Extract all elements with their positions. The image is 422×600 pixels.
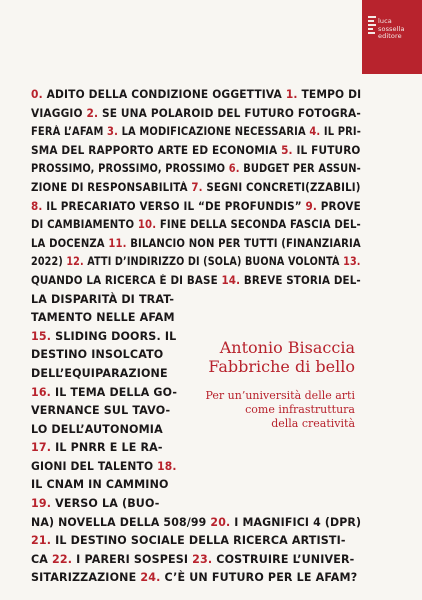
chapter-title: PROSSIMO, PROSSIMO, PROSSIMO: [31, 162, 229, 176]
chapter-title: BREVE STORIA DEL-: [240, 273, 361, 287]
chapter-number: 22.: [52, 552, 73, 566]
chapter-title: COSTRUIRE L’UNIVER-: [212, 552, 355, 566]
toc-line: [31, 105, 361, 124]
chapter-number: 16.: [31, 385, 51, 399]
toc-line: [31, 551, 361, 570]
publisher-line: luca: [378, 17, 392, 25]
toc-line: [31, 458, 177, 477]
chapter-number: 1.: [285, 88, 298, 101]
chapter-number: 3.: [107, 125, 118, 139]
toc-line: [31, 309, 177, 328]
toc-line: [31, 123, 362, 142]
toc-line: [31, 569, 361, 588]
chapter-title: FINE DELLA SECONDA FASCIA DEL-: [156, 218, 361, 232]
publisher-name: [378, 18, 405, 41]
chapter-number: 18.: [157, 459, 177, 473]
chapter-number: 20.: [210, 515, 231, 529]
chapter-number: 10.: [137, 218, 157, 232]
subtitle-line: della creatività: [271, 417, 355, 430]
chapter-title: IL TEMA DELLA GO-: [50, 385, 178, 399]
chapter-title: ZIONE DI RESPONSABILITÀ: [31, 180, 192, 194]
chapter-number: 21.: [31, 534, 52, 548]
toc-line: [31, 402, 177, 421]
toc-line: [31, 86, 362, 105]
chapter-title: PROVE: [317, 199, 361, 213]
chapter-title: QUANDO LA RICERCA È DI BASE: [31, 273, 222, 287]
publisher-mark-icon: [368, 16, 377, 34]
subtitle-line: Per un’università delle arti: [205, 389, 355, 402]
chapter-title: SMA DEL RAPPORTO ARTE ED ECONOMIA: [31, 143, 282, 157]
chapter-title: LA MODIFICAZIONE NECESSARIA: [117, 125, 310, 139]
chapter-number: 2.: [86, 106, 99, 120]
chapter-title: ADITO DELLA CONDIZIONE OGGETTIVA: [42, 88, 286, 101]
chapter-title: DESTINO INSOLCATO: [31, 348, 164, 362]
chapter-title: SEGNI CONCRETI(ZZABILI): [202, 180, 361, 194]
toc-line: [31, 532, 361, 551]
chapter-number: 23.: [192, 552, 213, 566]
chapter-title: CA: [31, 552, 53, 566]
chapter-title: LO DELL’AUTONOMIA: [31, 422, 163, 436]
chapter-title: SE UNA POLAROID DEL FUTURO FOTOGRA-: [98, 106, 361, 120]
chapter-title: BILANCIO NON PER TUTTI (FINANZIARIA: [126, 236, 361, 250]
chapter-number: 7.: [191, 180, 203, 194]
chapter-number: 17.: [31, 441, 52, 455]
chapter-number: 12.: [66, 255, 84, 269]
chapter-title: C’È UN FUTURO PER LE AFAM?: [160, 571, 358, 585]
chapter-title: ATTI D’INDIRIZZO DI (SOLA) BUONA VOLONTÀ: [83, 255, 344, 269]
toc-line: [31, 160, 361, 179]
chapter-title: IL FUTURO: [292, 143, 361, 157]
chapter-title: GIONI DEL TALENTO: [31, 459, 158, 473]
chapter-title: I MAGNIFICI 4 (DPR): [230, 515, 362, 529]
book-subtitle: [200, 389, 355, 431]
chapter-title: VERSO LA (BUO-: [51, 497, 160, 511]
title-block: [200, 338, 355, 431]
chapter-title: NA) NOVELLA DELLA 508/99: [31, 515, 211, 529]
chapter-number: 14.: [221, 273, 241, 287]
toc-line: [31, 439, 177, 458]
toc-line: [31, 365, 177, 384]
toc-line: [31, 253, 361, 272]
chapter-number: 24.: [140, 571, 161, 585]
toc-line: [31, 476, 177, 495]
toc-line: [31, 272, 361, 291]
chapter-title: SITARIZZAZIONE: [31, 571, 141, 585]
toc-line: [31, 384, 176, 403]
chapter-number: 5.: [281, 143, 293, 157]
chapter-number: 4.: [309, 125, 321, 139]
chapter-title: DI CAMBIAMENTO: [31, 218, 138, 232]
chapter-number: 19.: [31, 497, 52, 511]
chapter-number: 11.: [108, 236, 127, 250]
book-title: Fabbriche di bello: [208, 357, 355, 376]
publisher-line: sossella: [378, 24, 405, 33]
chapter-title: LA DOCENZA: [31, 236, 109, 250]
chapter-number: 13.: [343, 255, 361, 269]
chapter-title: I PARERI SOSPESI: [72, 552, 193, 566]
toc-line: [31, 198, 361, 217]
chapter-title: IL PRI-: [320, 125, 362, 139]
chapter-title: VERNANCE SUL TAVO-: [31, 404, 171, 418]
chapter-title: LA DISPARITÀ DI TRAT-: [31, 292, 175, 306]
chapter-title: IL PRECARIATO VERSO IL “DE PROFUNDIS”: [42, 199, 306, 213]
chapter-title: BUDGET PER ASSUN-: [239, 162, 361, 176]
chapter-number: 6.: [228, 162, 240, 176]
toc-line: [31, 291, 177, 310]
chapter-title: 2022): [31, 255, 67, 269]
toc-line: [31, 346, 177, 365]
chapter-title: FERÀ L’AFAM: [31, 125, 108, 139]
chapter-title: IL CNAM IN CAMMINO: [31, 478, 169, 492]
toc-line: [31, 216, 361, 235]
chapter-number: 9.: [305, 199, 318, 213]
publisher-logo: [362, 0, 422, 74]
toc-line: [31, 421, 177, 440]
chapter-number: 15.: [31, 329, 52, 343]
toc-line: [31, 514, 362, 533]
toc-line: [31, 179, 361, 198]
chapter-number: 8.: [31, 199, 43, 213]
chapter-title: DELL’EQUIPARAZIONE: [31, 366, 168, 380]
toc-line: [31, 142, 361, 161]
author-name: Antonio Bisaccia: [219, 338, 355, 357]
publisher-line: editore: [378, 32, 402, 40]
toc-line: [31, 328, 177, 347]
chapter-title: IL PNRR E LE RA-: [51, 441, 163, 455]
chapter-number: 0.: [31, 88, 43, 101]
subtitle-line: come infrastruttura: [245, 403, 355, 416]
chapter-title: TAMENTO NELLE AFAM: [31, 311, 175, 325]
chapter-title: SLIDING DOORS. IL: [51, 329, 177, 343]
toc-line: [31, 235, 361, 254]
toc-line: [31, 495, 177, 514]
chapter-title: IL DESTINO SOCIALE DELLA RICERCA ARTISTI-: [51, 534, 346, 548]
chapter-title: VIAGGIO: [31, 106, 87, 120]
chapter-title: TEMPO DI: [297, 88, 362, 101]
